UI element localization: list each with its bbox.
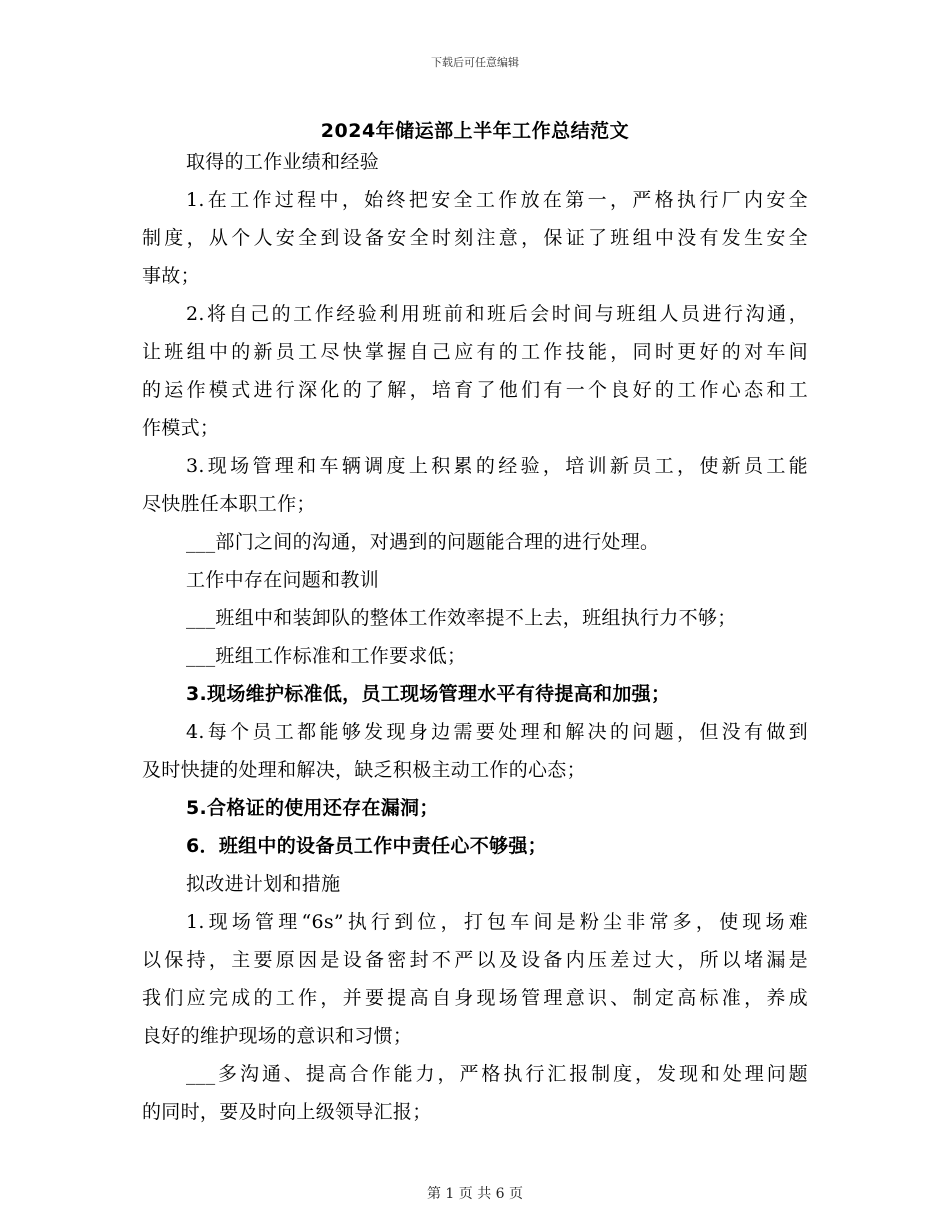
paragraph-line: 作模式；	[142, 417, 220, 439]
section-heading-problems: 工作中存在问题和教训	[186, 569, 380, 591]
paragraph-line: 及时快捷的处理和解决，缺乏积极主动工作的心态；	[142, 759, 586, 781]
paragraph-line: 制度，从个人安全到设备安全时刻注意，保证了班组中没有发生安全	[142, 227, 808, 249]
paragraph-line: 1.现场管理“6s”执行到位，打包车间是粉尘非常多，使现场难	[186, 911, 808, 933]
paragraph-line: 的同时，要及时向上级领导汇报；	[142, 1101, 432, 1123]
page-footer: 第 1 页 共 6 页	[426, 1186, 524, 1202]
paragraph-line: 3.现场管理和车辆调度上积累的经验，培训新员工，使新员工能	[186, 455, 808, 477]
paragraph-line: 的运作模式进行深化的了解，培育了他们有一个良好的工作心态和工	[142, 379, 808, 401]
paragraph-line: ___多沟通、提高合作能力，严格执行汇报制度，发现和处理问题	[186, 1063, 808, 1085]
document-body	[142, 143, 808, 1131]
paragraph-line: 1.在工作过程中，始终把安全工作放在第一，严格执行厂内安全	[186, 189, 808, 211]
paragraph-line: ___班组工作标准和工作要求低；	[186, 645, 467, 667]
paragraph-line-bold: 5.合格证的使用还存在漏洞；	[186, 797, 439, 819]
paragraph-line: 4.每个员工都能够发现身边需要处理和解决的问题，但没有做到	[186, 721, 808, 743]
section-heading-achievements: 取得的工作业绩和经验	[186, 151, 380, 173]
header-note: 下载后可任意编辑	[431, 56, 519, 69]
paragraph-line: 以保持，主要原因是设备密封不严以及设备内压差过大，所以堵漏是	[142, 949, 808, 971]
paragraph-line: 尽快胜任本职工作；	[142, 493, 316, 515]
paragraph-line: 我们应完成的工作，并要提高自身现场管理意识、制定高标准，养成	[142, 987, 808, 1009]
document-title: 2024年储运部上半年工作总结范文	[320, 120, 630, 142]
paragraph-line: ___班组中和装卸队的整体工作效率提不上去，班组执行力不够；	[186, 607, 737, 629]
paragraph-line-bold: 6．班组中的设备员工作中责任心不够强；	[186, 835, 547, 857]
section-heading-plans: 拟改进计划和措施	[186, 873, 341, 895]
paragraph-line-bold: 3.现场维护标准低，员工现场管理水平有待提高和加强；	[186, 683, 671, 705]
paragraph-line: 2.将自己的工作经验利用班前和班后会时间与班组人员进行沟通，	[186, 303, 808, 325]
paragraph-line: ___部门之间的沟通，对遇到的问题能合理的进行处理。	[186, 531, 660, 553]
paragraph-line: 让班组中的新员工尽快掌握自己应有的工作技能，同时更好的对车间	[142, 341, 808, 363]
paragraph-line: 事故；	[142, 265, 200, 287]
paragraph-line: 良好的维护现场的意识和习惯；	[142, 1025, 413, 1047]
